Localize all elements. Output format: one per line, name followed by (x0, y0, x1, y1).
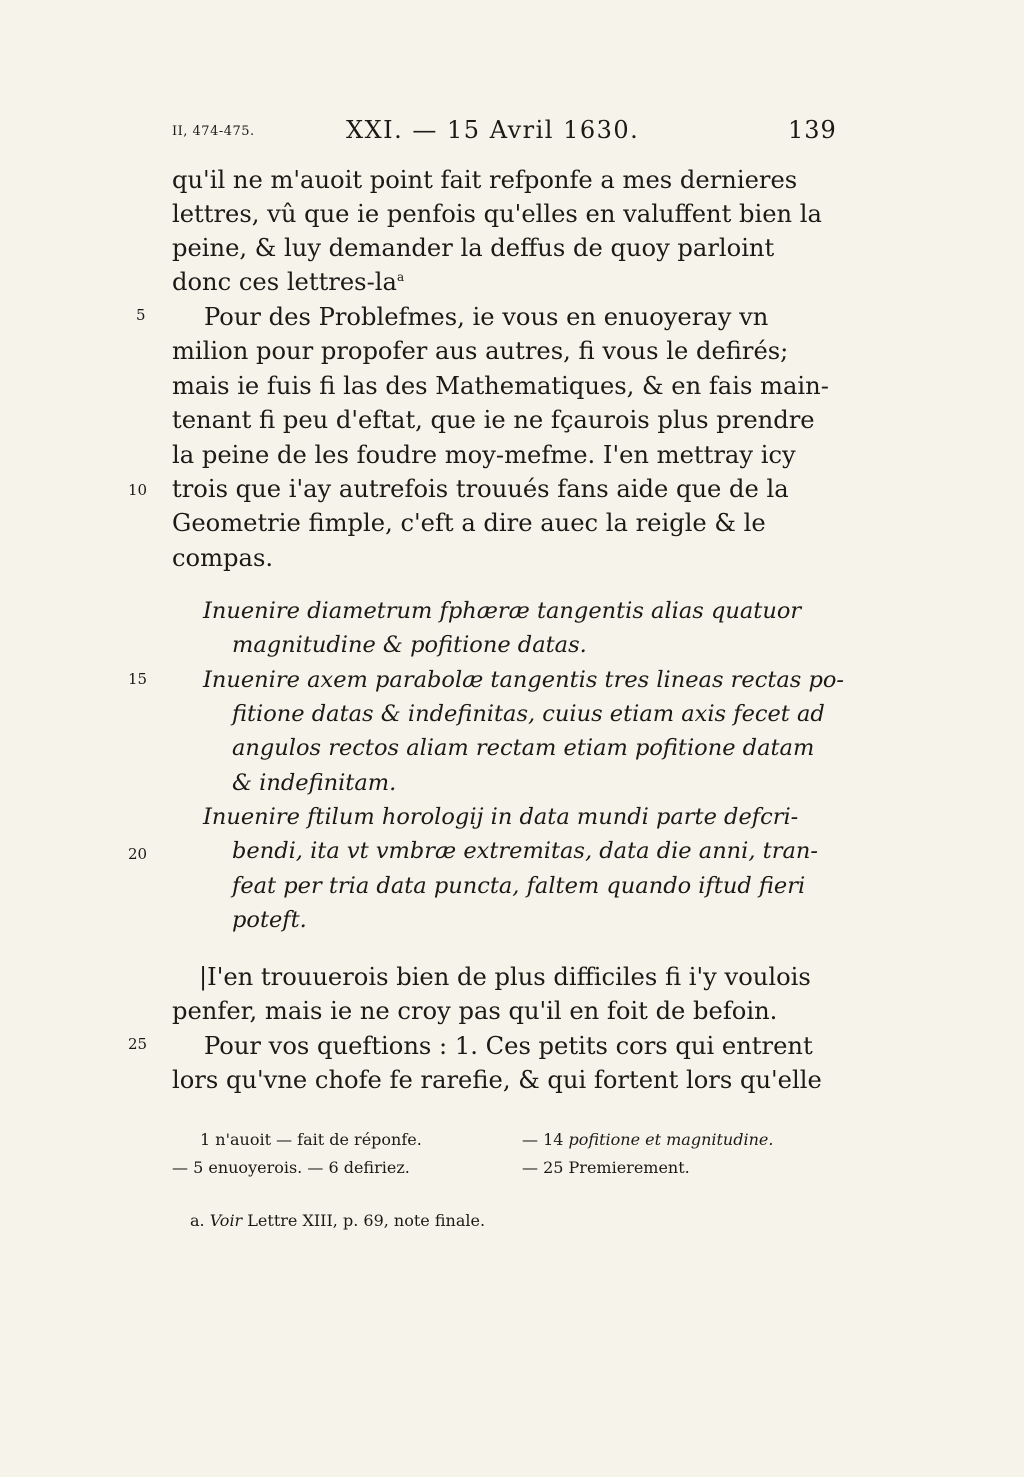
problem-line: poteft. (232, 907, 307, 933)
text-line: mais ie fuis fi las des Mathematiques, & en fais main- (172, 372, 829, 400)
text-line: Geometrie fimple, c'eft a dire auec la reigle & le (172, 509, 766, 537)
problem-line: Inuenire axem parabolæ tangentis tres lineas rectas po- (203, 667, 845, 693)
header-title: XXI. — 15 Avril 1630. (346, 116, 640, 144)
header-reference: II, 474-475. (172, 124, 255, 139)
text-line: |I'en trouuerois bien de plus difficiles fi i'y voulois (199, 963, 811, 991)
line-number: 15 (128, 670, 148, 688)
text-line: penfer, mais ie ne croy pas qu'il en foit de befoin. (172, 997, 778, 1025)
problem-line: & indefinitam. (232, 770, 397, 796)
problem-line: angulos rectos aliam rectam etiam pofitione datam (232, 735, 815, 761)
variant-note: — 5 enuoyerois. — 6 defiriez. (172, 1158, 410, 1177)
text-line: tenant fi peu d'eftat, que ie ne fçaurois plus prendre (172, 406, 815, 434)
text-line: compas. (172, 544, 274, 572)
text-line (172, 268, 404, 296)
variant-note (522, 1130, 773, 1149)
text-line: Pour vos queftions : 1. Ces petits cors qui entrent (204, 1032, 813, 1060)
text-line: peine, & luy demander la deffus de quoy parloint (172, 234, 775, 262)
footnote (190, 1211, 485, 1230)
page-number: 139 (788, 116, 837, 144)
footnote-voir: Voir (209, 1211, 243, 1230)
line-number: 10 (128, 481, 148, 499)
variant-note-prefix: — 14 (522, 1130, 564, 1149)
variant-note: — 25 Premierement. (522, 1158, 690, 1177)
text-line: qu'il ne m'auoit point fait refponfe a mes dernieres (172, 166, 798, 194)
text-line: lors qu'vne chofe fe rarefie, & qui fortent lors qu'elle (172, 1066, 822, 1094)
problem-line: Inuenire ftilum horologij in data mundi parte defcri- (203, 804, 799, 830)
problem-line: magnitudine & pofitione datas. (232, 632, 587, 658)
problem-line: fitione datas & indefinitas, cuius etiam axis fecet ad (232, 701, 825, 727)
line-number: 5 (136, 306, 146, 324)
problem-line: Inuenire diametrum fphæræ tangentis alias quatuor (203, 598, 802, 624)
text-line-content: donc ces lettres-la (172, 268, 397, 296)
problem-line: feat per tria data puncta, faltem quando iftud fieri (232, 873, 806, 899)
problem-line: bendi, ita vt vmbræ extremitas, data die anni, tran- (232, 838, 818, 864)
line-number: 25 (128, 1035, 148, 1053)
text-line: lettres, vû que ie penfois qu'elles en valuffent bien la (172, 200, 822, 228)
line-number: 20 (128, 845, 148, 863)
text-line: la peine de les foudre moy-mefme. I'en mettray icy (172, 441, 796, 469)
variant-note: 1 n'auoit — fait de réponfe. (200, 1130, 422, 1149)
running-header (0, 116, 1024, 156)
text-line: milion pour propofer aus autres, fi vous le defirés; (172, 337, 789, 365)
text-line: trois que i'ay autrefois trouués fans aide que de la (172, 475, 789, 503)
footnote-label: a. (190, 1211, 205, 1230)
text-line: Pour des Problefmes, ie vous en enuoyeray vn (204, 303, 769, 331)
footnote-marker: a (396, 269, 405, 284)
variant-note-italic: pofitione et magnitudine. (568, 1130, 774, 1149)
footnote-text: Lettre XIII, p. 69, note finale. (247, 1211, 486, 1230)
